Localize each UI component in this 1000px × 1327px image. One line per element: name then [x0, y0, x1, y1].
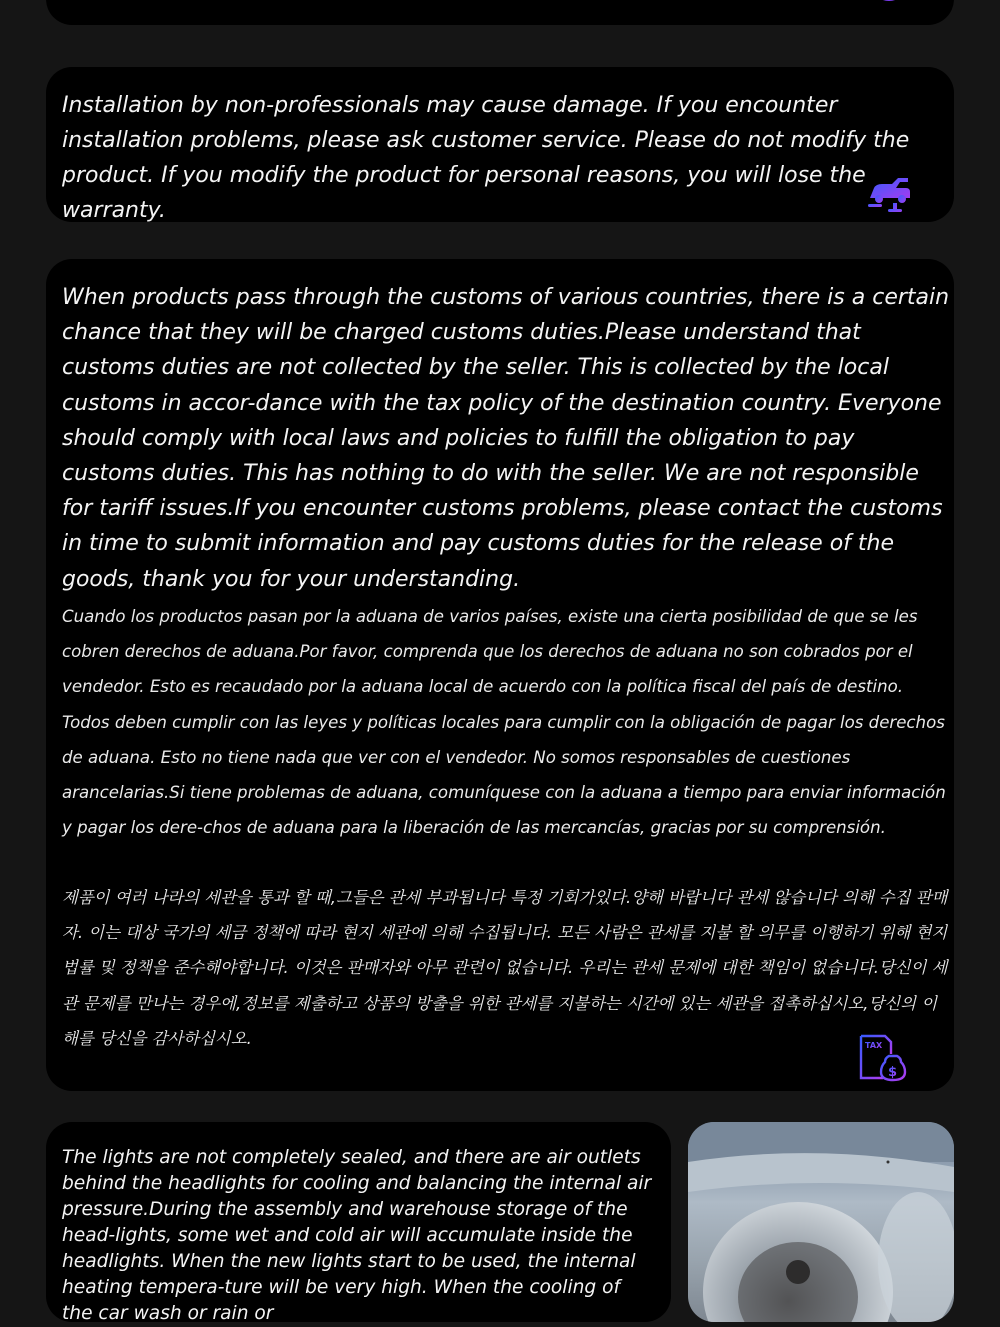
svg-text:TAX: TAX	[865, 1041, 883, 1050]
customs-notice-english: When products pass through the customs of various countries, there is a certain chance that they will be charged customs duties.Please understand that customs duties are not collected by the seller. This is collected by the local customs in accor-dance with the tax policy of the destination country. Everyone should comply with local laws and policies to fulfill the obligation to pay customs duties. This has nothing to do with the seller. We are not responsible for tariff issues.If you encounter customs problems, please contact the customs in time to submit information and pay customs duties for the release of the goods, thank you for your understanding.	[62, 285, 950, 592]
headlight-condensation-photo	[688, 1122, 954, 1322]
headlight-photo-art	[688, 1122, 954, 1322]
car-lift-icon	[866, 174, 912, 214]
installation-notice-text: Installation by non-professionals may cause damage. If you encounter installation problems, please ask customer service. Please do not modify the product. If you modify the product for personal reasons, you will lose the warranty.	[62, 93, 910, 223]
headlight-notice-text: The lights are not completely sealed, and there are air outlets behind the headlights for cooling and balancing the internal air pressure.During the assembly and warehouse storage of the head-lights, some wet and cold air will accumulate inside the headlights. When the new lights start to be used, the internal heating tempera-ture will be very high. When the cooling of the car wash or rain or	[62, 1147, 652, 1324]
top-card-partial	[46, 0, 954, 25]
tax-document-icon	[857, 1032, 909, 1084]
customs-notice-spanish: Cuando los productos pasan por la aduana de varios países, existe una cierta posibilidad de que se les cobren derechos de aduana.Por favor, comprenda que los derechos de aduana no son cobrados por el vendedor. Esto es recaudado por la aduana local de acuerdo con la política fiscal del país de destino. Todos deben cumplir con las leyes y políticas locales para cumplir con la obligación de pagar los derechos de aduana. Esto no tiene nada que ver con el vendedor. No somos responsables de cuestiones arancelarias.Si tiene problemas de aduana, comuníquese con la aduana a tiempo para enviar información y pagar los dere-chos de aduana para la liberación de las mercancías, gracias por su comprensión.	[62, 607, 946, 838]
check-circle-icon	[870, 0, 908, 13]
customs-notice-korean: 제품이 여러 나라의 세관을 통과 할 때,그들은 관세 부과됩니다 특정 기회가있다.양해 바랍니다 관세 않습니다 의해 수집 판매자. 이는 대상 국가의 세금 정책에 따라 현지 세관에 의해 수집됩니다. 모든 사람은 관세를 지불 할 의무를 이행하기 위해 현지 법률 및 정책을 준수해야합니다. 이것은 판매자와 아무 관련이 없습니다. 우리는 관세 문제에 대한 책임이 없습니다.당신이 세관 문제를 만나는 경우에,정보를 제출하고 상품의 방출을 위한 관세를 지불하는 시간에 있는 세관을 접촉하십시오,당신의 이해를 당신을 감사하십시오.	[62, 888, 948, 1048]
svg-text:$: $	[888, 1065, 898, 1080]
